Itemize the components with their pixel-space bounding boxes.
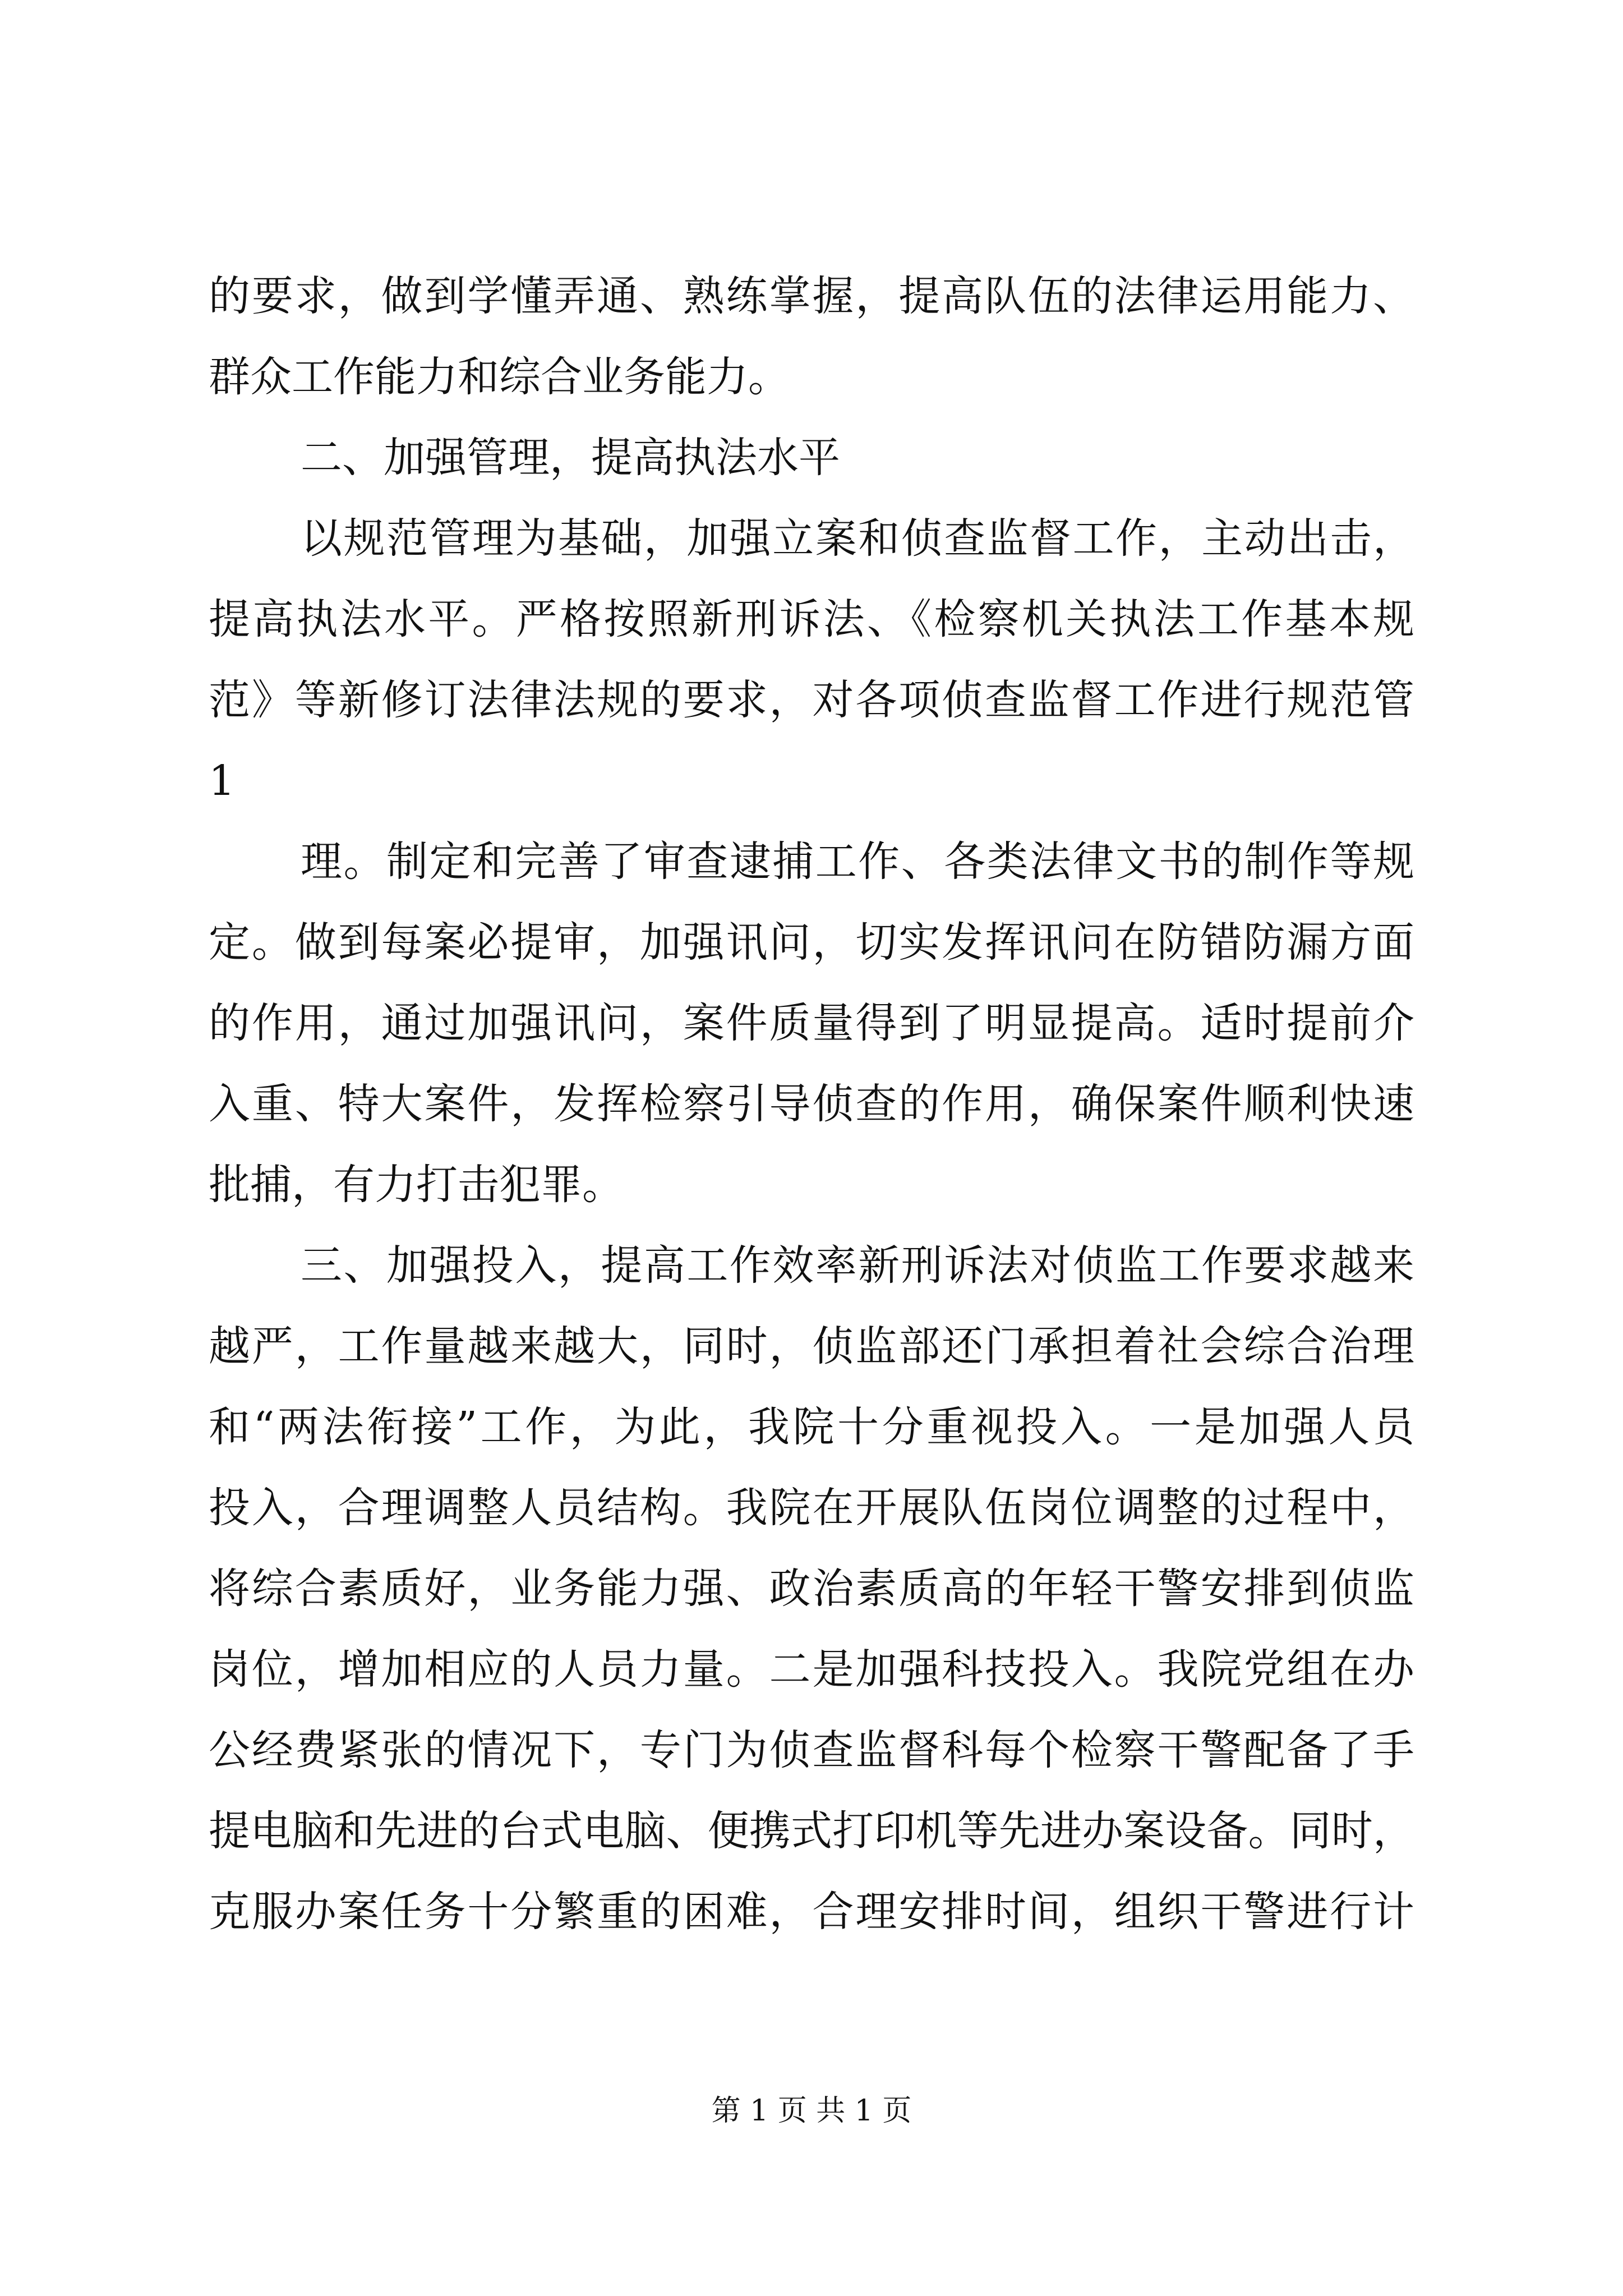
body-line: 提电脑和先进的台式电脑、便携式打印机等先进办案设备。同时，: [209, 1807, 1414, 1855]
body-line: 越严，工作量越来越大，同时，侦监部还门承担着社会综合治理: [209, 1322, 1414, 1370]
body-line: 的要求，做到学懂弄通、熟练掌握，提高队伍的法律运用能力、: [209, 272, 1414, 320]
page-footer: 第 1 页 共 1 页: [711, 2094, 912, 2128]
body-line: 公经费紧张的情况下，专门为侦查监督科每个检察干警配备了手: [209, 1726, 1414, 1774]
body-line: 提高执法水平。严格按照新刑诉法、《检察机关执法工作基本规: [209, 595, 1414, 643]
inline-page-number: 1: [209, 757, 236, 805]
body-line: 范》等新修订法律法规的要求，对各项侦查监督工作进行规范管: [209, 676, 1414, 724]
body-line: 定。做到每案必提审，加强讯问，切实发挥讯问在防错防漏方面: [209, 918, 1414, 967]
document-body: [209, 256, 1414, 1952]
body-line: 批捕，有力打击犯罪。: [209, 1161, 624, 1209]
body-line: 入重、特大案件，发挥检察引导侦查的作用，确保案件顺利快速: [209, 1080, 1414, 1128]
body-line: 以规范管理为基础，加强立案和侦查监督工作，主动出击，: [301, 514, 1414, 563]
body-line: 岗位，增加相应的人员力量。二是加强科技投入。我院党组在办: [209, 1645, 1414, 1694]
body-line: 理。制定和完善了审查逮捕工作、各类法律文书的制作等规: [301, 838, 1414, 886]
section-heading-paragraph: 三、加强投入，提高工作效率新刑诉法对侦监工作要求越来: [301, 1241, 1414, 1290]
body-line: 将综合素质好，业务能力强、政治素质高的年轻干警安排到侦监: [209, 1565, 1414, 1613]
body-line: 群众工作能力和综合业务能力。: [209, 353, 790, 401]
body-line: 和“两法衔接”工作，为此，我院十分重视投入。一是加强人员: [209, 1403, 1414, 1451]
body-line: 的作用，通过加强讯问，案件质量得到了明显提高。适时提前介: [209, 999, 1414, 1047]
body-line: 投入，合理调整人员结构。我院在开展队伍岗位调整的过程中，: [209, 1484, 1414, 1532]
body-line: 克服办案任务十分繁重的困难，合理安排时间，组织干警进行计: [209, 1888, 1414, 1936]
section-heading: 二、加强管理，提高执法水平: [301, 434, 840, 482]
